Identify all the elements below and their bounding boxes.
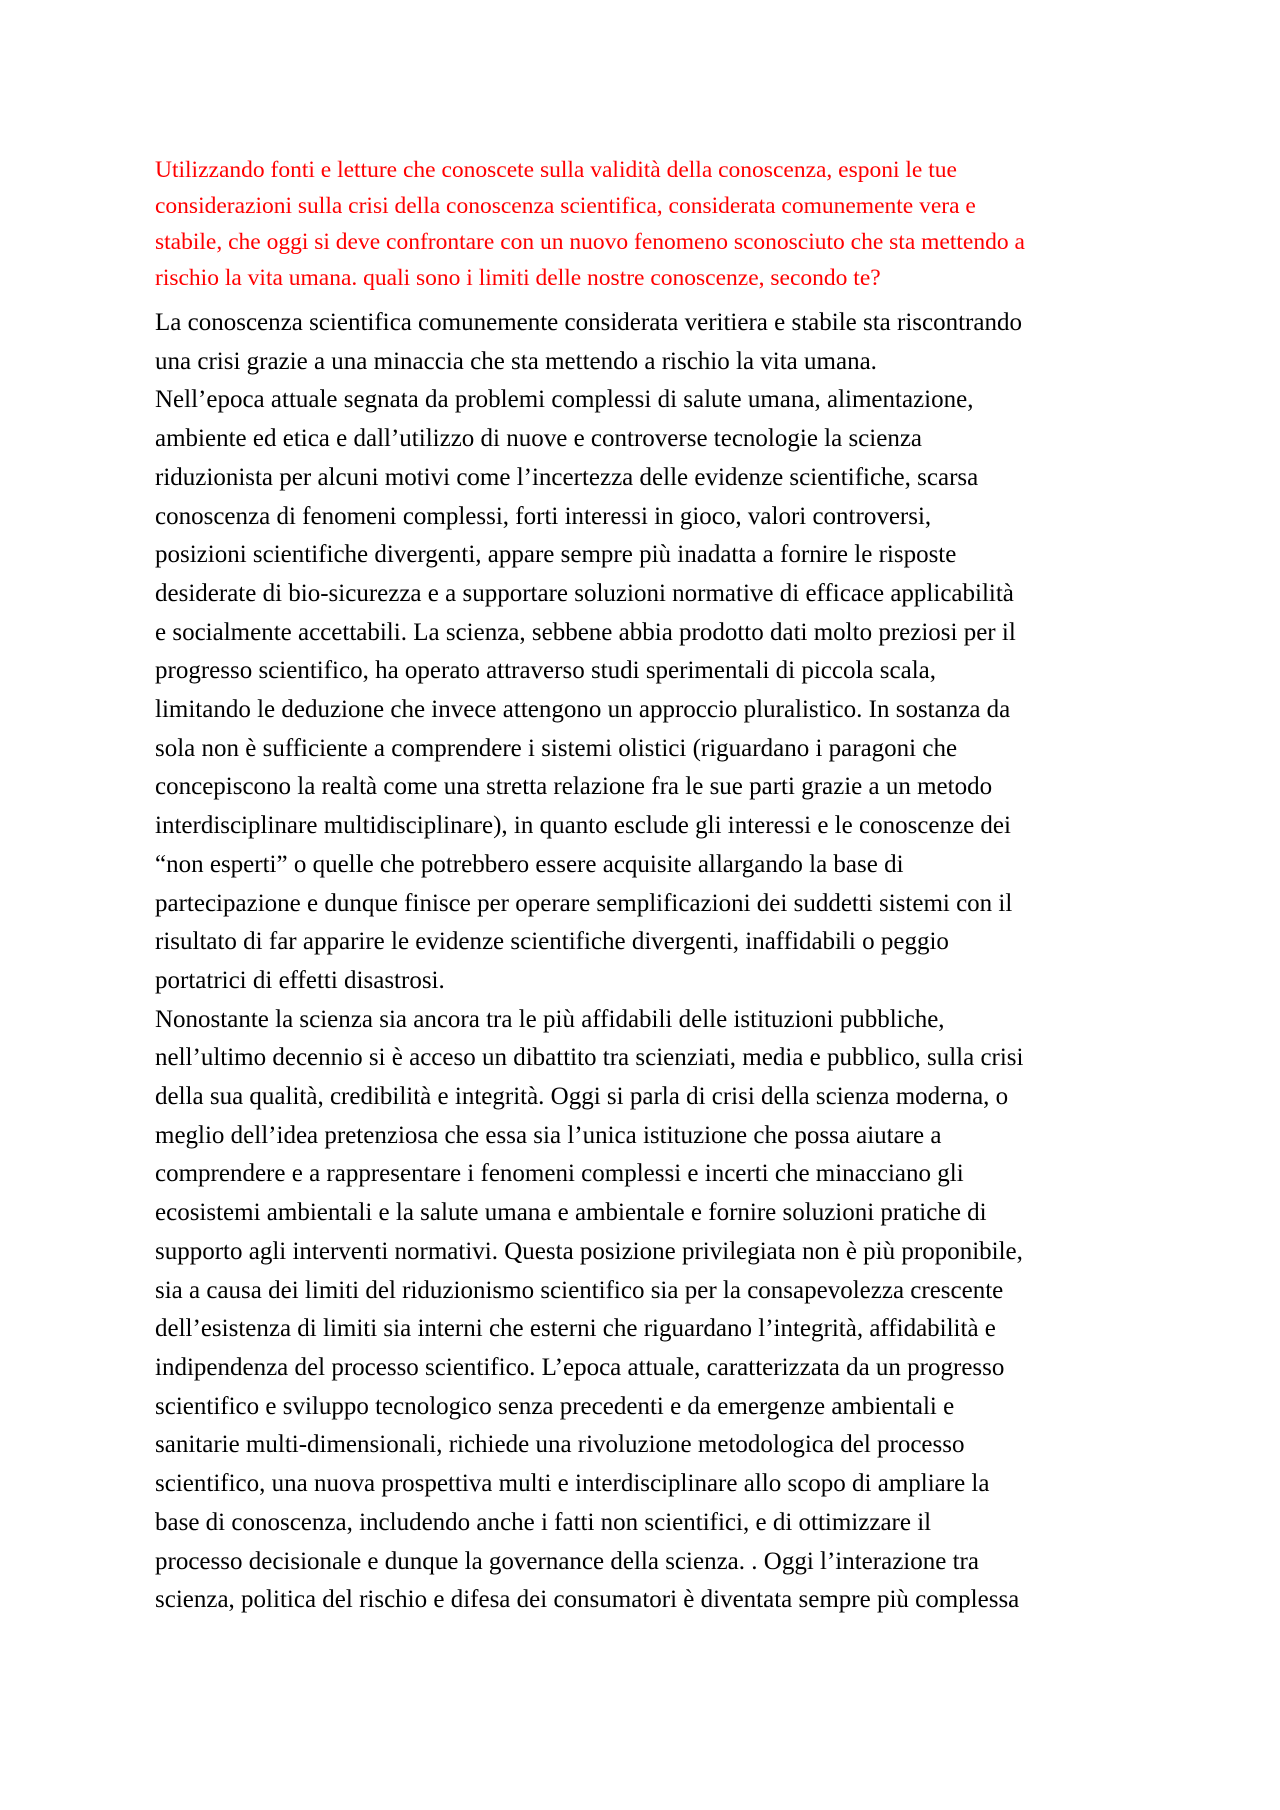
answer-line: sia a causa dei limiti del riduzionismo scientifico sia per la consapevolezza crescente [155, 1276, 1004, 1304]
answer-line: una crisi grazie a una minaccia che sta mettendo a rischio la vita umana. [155, 347, 877, 375]
answer-line: base di conoscenza, includendo anche i fatti non scientifici, e di ottimizzare il [155, 1508, 932, 1536]
answer-line: scientifico e sviluppo tecnologico senza precedenti e da emergenze ambientali e [155, 1392, 955, 1420]
question-paragraph [155, 152, 1145, 296]
answer-line: La conoscenza scientifica comunemente considerata veritiera e stabile sta riscontrando [155, 309, 1022, 336]
answer-line: scientifico, una nuova prospettiva multi e interdisciplinare allo scopo di ampliare la [155, 1470, 990, 1498]
answer-paragraph [155, 304, 1145, 1620]
answer-line: conoscenza di fenomeni complessi, forti interessi in gioco, valori controversi, [155, 502, 932, 530]
answer-line: ecosistemi ambientali e la salute umana e ambientale e fornire soluzioni pratiche di [155, 1199, 987, 1227]
answer-line: posizioni scientifiche divergenti, appare sempre più inadatta a fornire le risposte [155, 541, 957, 569]
answer-line: meglio dell’idea pretenziosa che essa sia l’unica istituzione che possa aiutare a [155, 1121, 942, 1149]
question-line: rischio la vita umana. quali sono i limiti delle nostre conoscenze, secondo te? [155, 265, 881, 291]
answer-line: sanitarie multi-dimensionali, richiede una rivoluzione metodologica del processo [155, 1431, 965, 1459]
answer-line: Nell’epoca attuale segnata da problemi complessi di salute umana, alimentazione, [155, 386, 974, 414]
answer-line: concepiscono la realtà come una stretta relazione fra le sue parti grazie a un metodo [155, 773, 993, 801]
answer-line: sola non è sufficiente a comprendere i sistemi olistici (riguardano i paragoni che [155, 734, 958, 762]
answer-line: ambiente ed etica e dall’utilizzo di nuove e controverse tecnologie la scienza [155, 425, 923, 453]
answer-line: portatrici di effetti disastrosi. [155, 966, 445, 994]
answer-line: processo decisionale e dunque la governance della scienza. . Oggi l’interazione tra [155, 1547, 979, 1575]
answer-line: riduzionista per alcuni motivi come l’incertezza delle evidenze scientifiche, scarsa [155, 463, 979, 491]
answer-line: risultato di far apparire le evidenze scientifiche divergenti, inaffidabili o peggio [155, 928, 949, 956]
answer-line: dell’esistenza di limiti sia interni che esterni che riguardano l’integrità, affidabilità e [155, 1315, 996, 1343]
answer-line: della sua qualità, credibilità e integrità. Oggi si parla di crisi della scienza moderna, o [155, 1083, 1009, 1111]
question-line: Utilizzando fonti e letture che conoscete sulla validità della conoscenza, esponi le tue [155, 157, 957, 183]
answer-line: comprendere e a rappresentare i fenomeni complessi e incerti che minacciano gli [155, 1160, 964, 1188]
answer-line: indipendenza del processo scientifico. L’epoca attuale, caratterizzata da un progresso [155, 1353, 1005, 1381]
answer-line: nell’ultimo decennio si è acceso un dibattito tra scienziati, media e pubblico, sulla crisi [155, 1044, 1024, 1072]
answer-line: partecipazione e dunque finisce per operare semplificazioni dei suddetti sistemi con il [155, 889, 1013, 917]
question-line: stabile, che oggi si deve confrontare con un nuovo fenomeno sconosciuto che sta mettendo a [155, 229, 1025, 255]
answer-line: limitando le deduzione che invece attengono un approccio pluralistico. In sostanza da [155, 696, 1011, 724]
answer-line: interdisciplinare multidisciplinare), in quanto esclude gli interessi e le conoscenze dei [155, 812, 1011, 840]
answer-line: supporto agli interventi normativi. Questa posizione privilegiata non è più proponibile, [155, 1237, 1023, 1265]
document-body [155, 152, 1145, 1620]
answer-line: desiderate di bio-sicurezza e a supportare soluzioni normative di efficace applicabilità [155, 579, 1014, 607]
answer-line: progresso scientifico, ha operato attraverso studi sperimentali di piccola scala, [155, 657, 936, 685]
answer-line: Nonostante la scienza sia ancora tra le più affidabili delle istituzioni pubbliche, [155, 1005, 945, 1033]
answer-line: “non esperti” o quelle che potrebbero essere acquisite allargando la base di [155, 850, 904, 878]
answer-line: scienza, politica del rischio e difesa dei consumatori è diventata sempre più complessa [155, 1586, 1020, 1614]
answer-line: e socialmente accettabili. La scienza, sebbene abbia prodotto dati molto preziosi per il [155, 618, 1016, 646]
question-line: considerazioni sulla crisi della conoscenza scientifica, considerata comunemente vera e [155, 193, 976, 219]
